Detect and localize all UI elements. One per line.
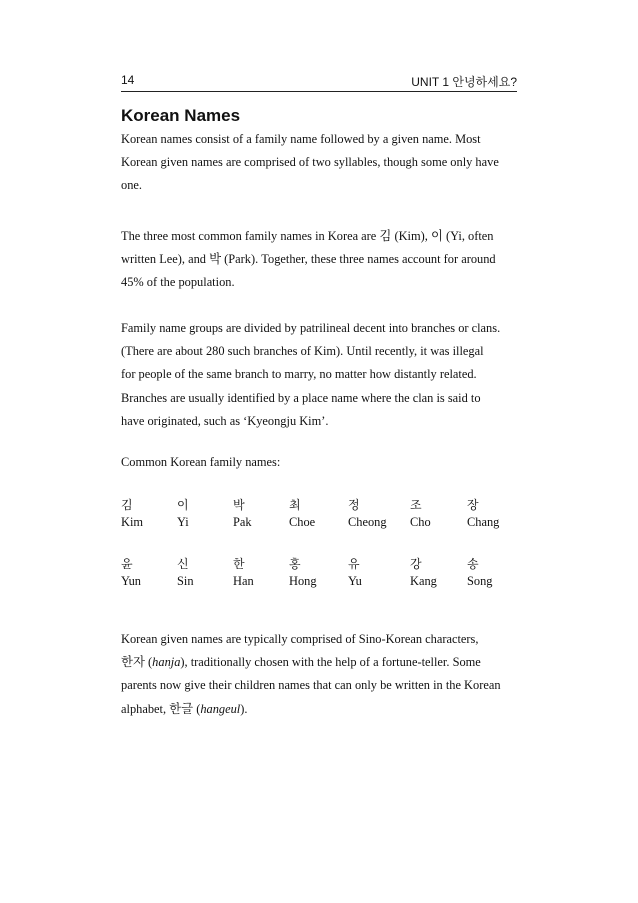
paragraph-intro	[121, 128, 521, 198]
hangul-name: 윤	[121, 557, 133, 571]
family-name	[233, 556, 293, 590]
header-divider	[121, 91, 517, 92]
hangul-name: 박	[233, 498, 245, 512]
text-line: for people of the same branch to marry, no matter how distantly related.	[121, 367, 477, 382]
paragraph-list-heading	[121, 451, 521, 474]
hangul-name: 홍	[289, 557, 301, 571]
romanized-name: Yun	[121, 574, 141, 588]
text-line: 45% of the population.	[121, 275, 235, 290]
family-name	[289, 556, 349, 590]
romanized-name: Song	[467, 574, 493, 588]
romanized-name: Kim	[121, 515, 144, 529]
italic-term-hangeul: hangeul	[200, 701, 241, 716]
romanized-name: Cheong	[348, 515, 387, 529]
paragraph-common-names	[121, 225, 521, 295]
text-line: parents now give their children names that can only be written in the Korean	[121, 678, 501, 693]
family-name	[467, 497, 527, 531]
romanized-name: Chang	[467, 515, 500, 529]
text-segment: ).	[240, 701, 248, 716]
running-header	[121, 73, 517, 93]
text-line: written Lee), and 박 (Park). Together, these three names account for around	[121, 252, 496, 267]
page-number: 14	[121, 73, 135, 87]
text-segment: 한자 (	[121, 655, 153, 670]
family-name	[410, 497, 470, 531]
family-name	[233, 497, 293, 531]
romanized-name: Hong	[289, 574, 317, 588]
romanized-name: Han	[233, 574, 254, 588]
family-name	[177, 497, 237, 531]
romanized-name: Choe	[289, 515, 316, 529]
family-names-row	[121, 556, 517, 590]
romanized-name: Kang	[410, 574, 437, 588]
romanized-name: Yu	[348, 574, 362, 588]
family-name	[121, 556, 181, 590]
romanized-name: Pak	[233, 515, 252, 529]
italic-term-hanja: hanja	[152, 655, 181, 670]
text-line: Korean given names are comprised of two syllables, though some only have	[121, 155, 499, 170]
romanized-name: Cho	[410, 515, 431, 529]
text-line: Common Korean family names:	[121, 455, 281, 469]
text-line: one.	[121, 178, 142, 193]
hangul-name: 신	[177, 557, 189, 571]
section-title: Korean Names	[121, 106, 241, 125]
hangul-name: 이	[177, 498, 189, 512]
hangul-name: 강	[410, 557, 422, 571]
romanized-name: Sin	[177, 574, 194, 588]
hangul-name: 정	[348, 498, 360, 512]
text-line: Branches are usually identified by a place name where the clan is said to	[121, 390, 481, 405]
family-names-row	[121, 497, 517, 531]
romanized-name: Yi	[177, 515, 189, 529]
hangul-name: 장	[467, 498, 479, 512]
hangul-name: 김	[121, 498, 133, 512]
hangul-name: 유	[348, 557, 360, 571]
text-line: Family name groups are divided by patrilineal decent into branches or clans.	[121, 321, 501, 335]
family-name	[467, 556, 527, 590]
text-line: Korean names consist of a family name followed by a given name. Most	[121, 132, 481, 146]
hangul-name: 한	[233, 557, 245, 571]
family-name	[348, 556, 408, 590]
text-line	[121, 698, 521, 721]
text-segment: alphabet, 한글 (	[121, 701, 201, 716]
family-name	[177, 556, 237, 590]
text-line	[121, 651, 521, 674]
text-segment: ), traditionally chosen with the help of a fortune-teller. Some	[180, 655, 481, 670]
family-name	[348, 497, 408, 531]
paragraph-given-names	[121, 628, 521, 721]
hangul-name: 조	[410, 498, 422, 512]
hangul-name: 송	[467, 557, 479, 571]
text-line: Korean given names are typically comprised of Sino-Korean characters,	[121, 632, 479, 646]
family-name	[121, 497, 181, 531]
text-line: (There are about 280 such branches of Kim). Until recently, it was illegal	[121, 344, 484, 359]
text-line: The three most common family names in Korea are 김 (Kim), 이 (Yi, often	[121, 229, 494, 243]
family-name	[410, 556, 470, 590]
family-name	[289, 497, 349, 531]
hangul-name: 최	[289, 498, 301, 512]
text-line: have originated, such as ‘Kyeongju Kim’.	[121, 413, 329, 428]
paragraph-clans	[121, 317, 521, 433]
unit-title: UNIT 1 안녕하세요?	[411, 75, 517, 89]
